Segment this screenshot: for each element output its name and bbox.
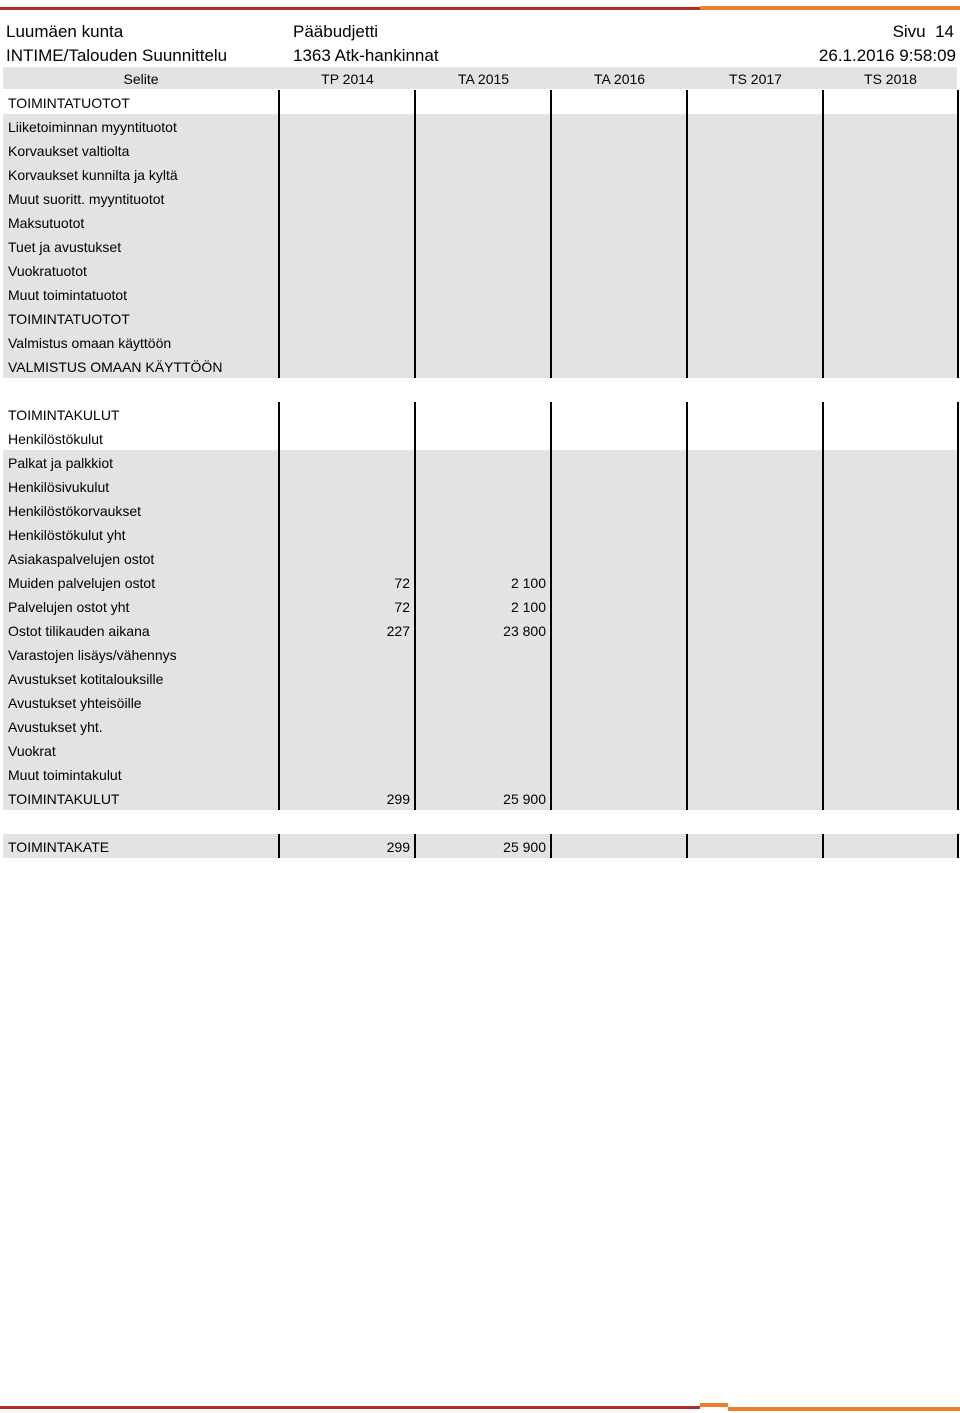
table-row xyxy=(3,570,957,594)
bottom-rule-red xyxy=(0,1406,700,1409)
row-label: Avustukset yht. xyxy=(8,719,103,735)
row-label: Avustukset kotitalouksille xyxy=(8,671,164,687)
column-divider xyxy=(822,402,824,810)
col-header-ta2015: TA 2015 xyxy=(457,71,510,87)
row-label: Palkat ja palkkiot xyxy=(8,455,114,471)
bottom-rule-orange xyxy=(700,1403,728,1407)
row-label: TOIMINTATUOTOT xyxy=(8,95,130,111)
table-row xyxy=(3,690,957,714)
row-label: TOIMINTAKATE xyxy=(8,839,110,855)
column-divider xyxy=(414,402,416,810)
col-header-ts2017: TS 2017 xyxy=(729,71,782,87)
table-row xyxy=(3,330,957,354)
column-divider xyxy=(550,402,552,810)
column-divider xyxy=(686,834,688,858)
row-label: Varastojen lisäys/vähennys xyxy=(8,647,177,663)
column-divider xyxy=(550,90,552,378)
page-number: Sivu 14 xyxy=(892,22,954,41)
row-label: TOIMINTATUOTOT xyxy=(8,311,130,327)
column-divider xyxy=(822,90,824,378)
table-row xyxy=(3,282,957,306)
column-divider xyxy=(686,402,688,810)
org-name: Luumäen kunta xyxy=(6,22,124,41)
table-row xyxy=(3,450,957,474)
value-ta2015: 2 100 xyxy=(510,599,546,615)
value-tp2014: 299 xyxy=(386,839,410,855)
value-tp2014: 72 xyxy=(394,575,410,591)
table-row xyxy=(3,834,957,858)
col-header-ts2018: TS 2018 xyxy=(864,71,917,87)
value-ta2015: 23 800 xyxy=(503,623,546,639)
department: INTIME/Talouden Suunnittelu xyxy=(6,46,228,65)
table-row xyxy=(3,546,957,570)
table-row xyxy=(3,474,957,498)
table-row xyxy=(3,714,957,738)
table-row xyxy=(3,234,957,258)
row-label: Palvelujen ostot yht xyxy=(8,599,130,615)
column-divider xyxy=(278,402,280,810)
value-ta2015: 25 900 xyxy=(503,791,546,807)
row-label: Ostot tilikauden aikana xyxy=(8,623,150,639)
table-row xyxy=(3,594,957,618)
table-row xyxy=(3,426,957,450)
row-label: VALMISTUS OMAAN KÄYTTÖÖN xyxy=(8,359,223,375)
column-divider xyxy=(278,90,280,378)
column-divider xyxy=(822,834,824,858)
value-ta2015: 2 100 xyxy=(510,575,546,591)
column-divider xyxy=(957,90,959,378)
row-label: TOIMINTAKULUT xyxy=(8,407,120,423)
unit-name: 1363 Atk-hankinnat xyxy=(293,46,439,65)
row-label: Maksutuotot xyxy=(8,215,85,231)
row-label: Muut suoritt. myyntituotot xyxy=(8,191,165,207)
top-rule-red xyxy=(0,7,700,10)
row-label: Korvaukset valtiolta xyxy=(8,143,130,159)
table-row xyxy=(3,522,957,546)
column-divider xyxy=(550,834,552,858)
table-row xyxy=(3,762,957,786)
table-row xyxy=(3,306,957,330)
row-label: Avustukset yhteisöille xyxy=(8,695,142,711)
row-label: Tuet ja avustukset xyxy=(8,239,122,255)
table-row xyxy=(3,114,957,138)
table-row xyxy=(3,786,957,810)
column-divider xyxy=(957,834,959,858)
table-row xyxy=(3,618,957,642)
row-label: Valmistus omaan käyttöön xyxy=(8,335,172,351)
table-row xyxy=(3,402,957,426)
row-label: Vuokrat xyxy=(8,743,56,759)
table-row xyxy=(3,138,957,162)
table-row xyxy=(3,210,957,234)
col-header-tp2014: TP 2014 xyxy=(321,71,374,87)
column-divider xyxy=(414,90,416,378)
col-header-ta2016: TA 2016 xyxy=(593,71,646,87)
table-row xyxy=(3,186,957,210)
row-label: Muiden palvelujen ostot xyxy=(8,575,156,591)
table-row xyxy=(3,642,957,666)
top-rule-orange xyxy=(700,6,960,10)
table-row xyxy=(3,162,957,186)
row-label: Liiketoiminnan myyntituotot xyxy=(8,119,177,135)
column-divider xyxy=(957,402,959,810)
row-label: Henkilöstökulut yht xyxy=(8,527,126,543)
row-label: Henkilöstökulut xyxy=(8,431,103,447)
print-datetime: 26.1.2016 9:58:09 xyxy=(818,46,956,65)
table-row xyxy=(3,354,957,378)
value-tp2014: 299 xyxy=(386,791,410,807)
row-label: Asiakaspalvelujen ostot xyxy=(8,551,155,567)
value-ta2015: 25 900 xyxy=(503,839,546,855)
row-label: TOIMINTAKULUT xyxy=(8,791,120,807)
table-row xyxy=(3,258,957,282)
row-label: Muut toimintatuotot xyxy=(8,287,128,303)
bottom-rule-orange xyxy=(728,1407,960,1411)
spacer-row xyxy=(3,810,957,834)
table-row xyxy=(3,90,957,114)
col-header-selite: Selite xyxy=(123,71,159,87)
table-row xyxy=(3,666,957,690)
table-row xyxy=(3,738,957,762)
value-tp2014: 227 xyxy=(386,623,410,639)
doc-type: Pääbudjetti xyxy=(293,22,379,41)
column-divider xyxy=(414,834,416,858)
value-tp2014: 72 xyxy=(394,599,410,615)
row-label: Henkilöstökorvaukset xyxy=(8,503,142,519)
row-label: Henkilösivukulut xyxy=(8,479,110,495)
row-label: Korvaukset kunnilta ja kyltä xyxy=(8,167,178,183)
row-label: Vuokratuotot xyxy=(8,263,87,279)
spacer-row xyxy=(3,378,957,402)
column-divider xyxy=(686,90,688,378)
table-row xyxy=(3,498,957,522)
row-label: Muut toimintakulut xyxy=(8,767,122,783)
column-divider xyxy=(278,834,280,858)
